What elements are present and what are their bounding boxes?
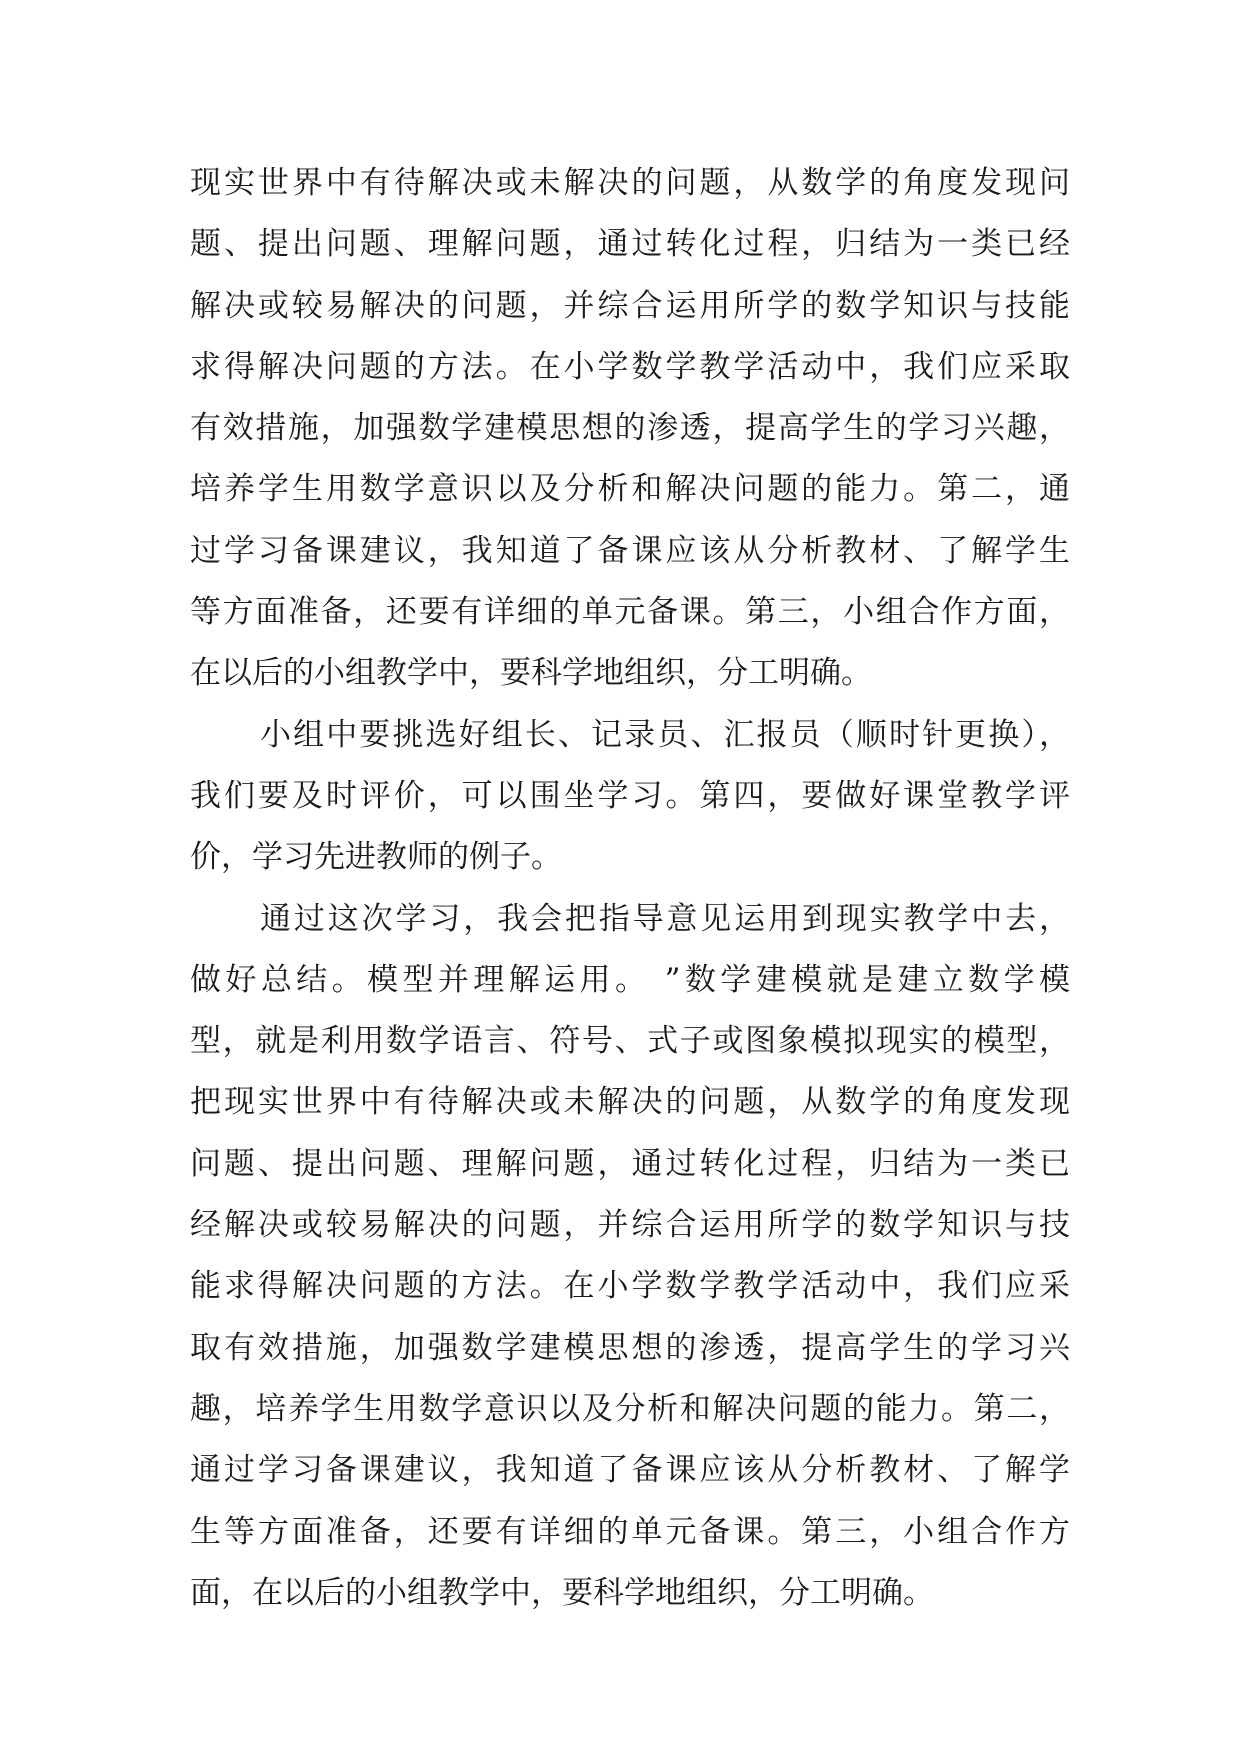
text-line: 通过学习备课建议，我知道了备课应该从分析教材、了解学 [190,1452,1070,1489]
text-line: 问题、提出问题、理解问题，通过转化过程，归结为一类已 [190,1145,1070,1182]
text-line: 价，学习先进教师的例子。 [190,839,562,876]
text-line: 经解决或较易解决的问题，并综合运用所学的数学知识与技 [190,1207,1070,1244]
text-line: 求得解决问题的方法。在小学数学教学活动中，我们应采取 [190,348,1070,385]
paragraph-first-line: 通过这次学习，我会把指导意见运用到现实教学中去， [260,900,1070,937]
text-line: 型，就是利用数学语言、符号、式子或图象模拟现实的模型， [190,1023,1070,1060]
text-line: 做好总结。模型并理解运用。 ”数学建模就是建立数学模 [190,961,1070,998]
text-line: 生等方面准备，还要有详细的单元备课。第三，小组合作方 [190,1513,1070,1550]
text-line: 培养学生用数学意识以及分析和解决问题的能力。第二，通 [190,471,1070,508]
text-line: 在以后的小组教学中，要科学地组织，分工明确。 [190,655,872,692]
text-line: 有效措施，加强数学建模思想的渗透，提高学生的学习兴趣， [190,410,1070,447]
text-line: 趣，培养学生用数学意识以及分析和解决问题的能力。第二， [190,1390,1070,1427]
text-line: 题、提出问题、理解问题，通过转化过程，归结为一类已经 [190,226,1070,263]
text-line: 面，在以后的小组教学中，要科学地组织，分工明确。 [190,1574,934,1611]
paragraph-first-line: 小组中要挑选好组长、记录员、汇报员（顺时针更换）， [260,716,1070,753]
text-line: 现实世界中有待解决或未解决的问题，从数学的角度发现问 [190,165,1070,201]
text-line: 等方面准备，还要有详细的单元备课。第三，小组合作方面， [190,594,1070,631]
text-line: 能求得解决问题的方法。在小学数学教学活动中，我们应采 [190,1268,1070,1305]
document-body [190,153,1070,1624]
text-line: 解决或较易解决的问题，并综合运用所学的数学知识与技能 [190,287,1070,324]
text-line: 我们要及时评价，可以围坐学习。第四，要做好课堂教学评 [190,777,1070,814]
text-line: 把现实世界中有待解决或未解决的问题，从数学的角度发现 [190,1084,1070,1121]
text-line: 过学习备课建议，我知道了备课应该从分析教材、了解学生 [190,532,1070,569]
text-line: 取有效措施，加强数学建模思想的渗透，提高学生的学习兴 [190,1329,1070,1366]
